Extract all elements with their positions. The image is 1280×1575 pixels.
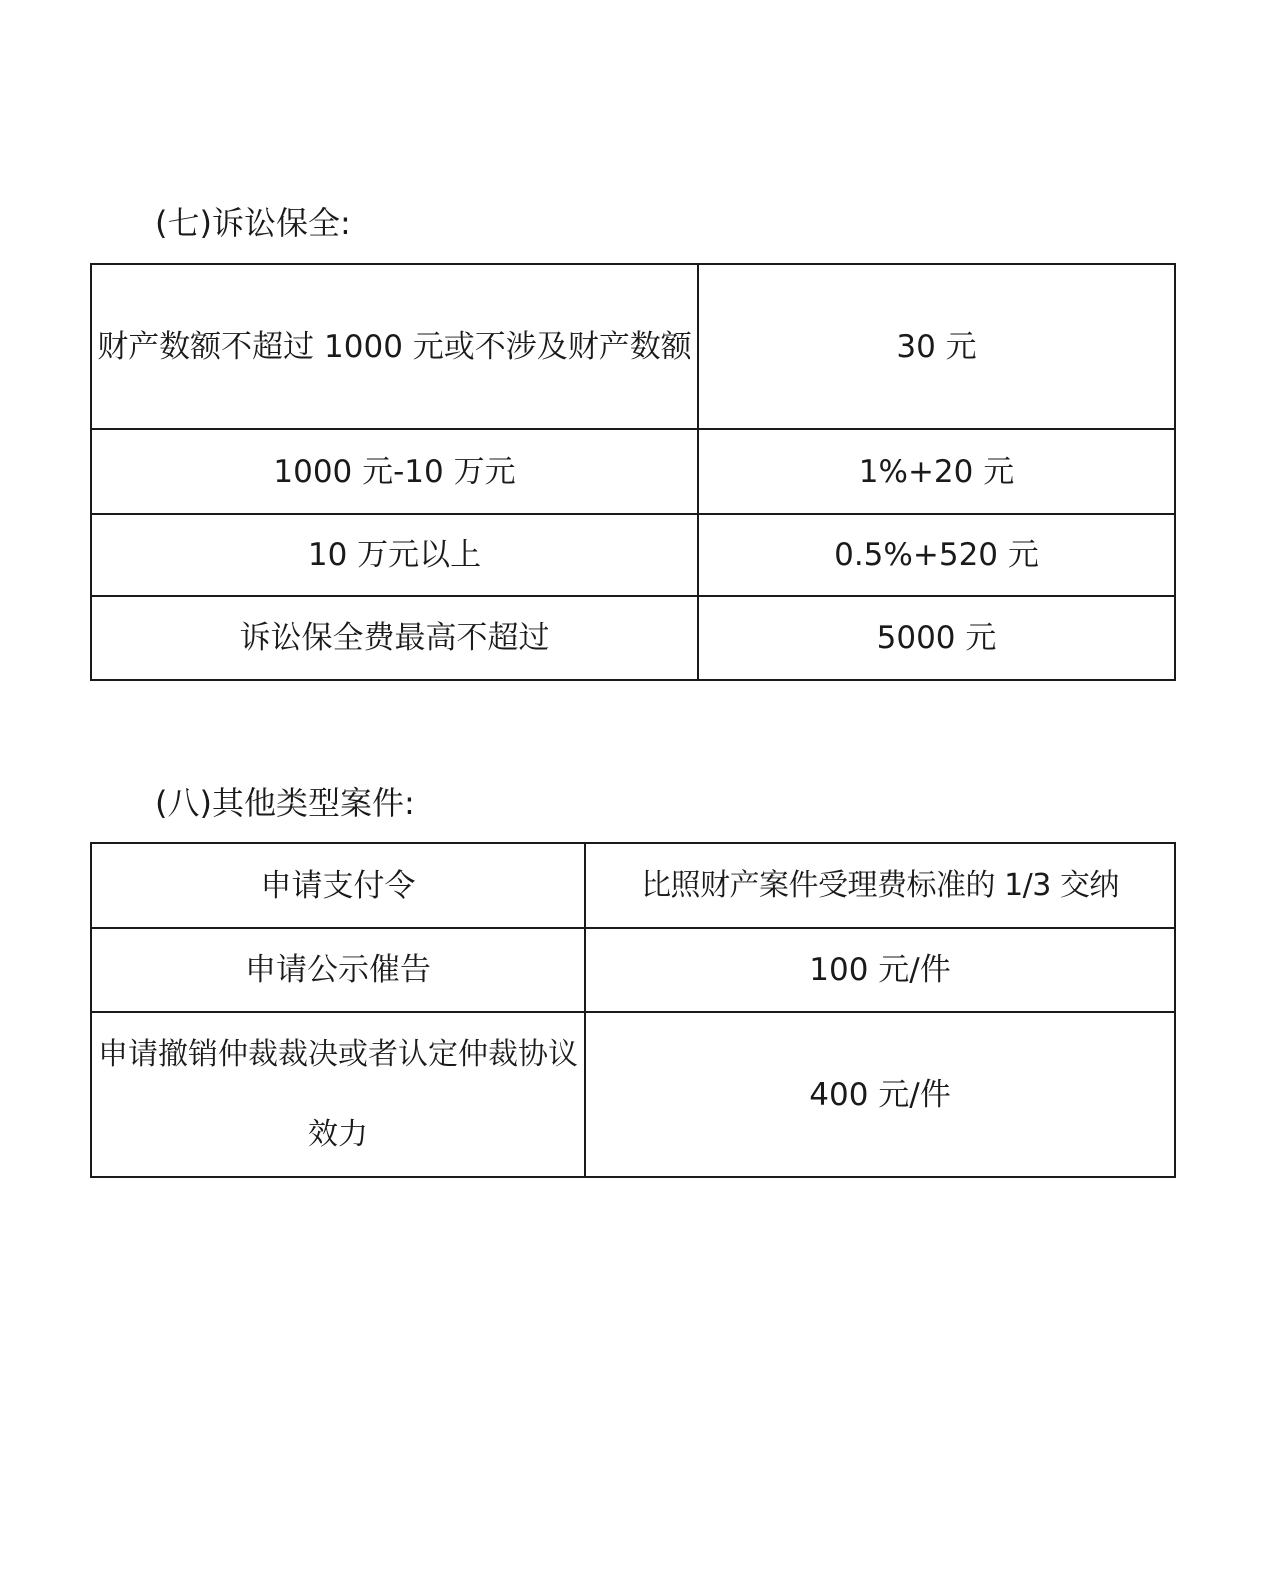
table-cell-fee: 比照财产案件受理费标准的 1/3 交纳 (585, 843, 1175, 928)
table-cell-condition: 1000 元-10 万元 (91, 429, 698, 514)
litigation-preservation-fee-table (90, 263, 1176, 681)
table-row (91, 264, 1175, 429)
section-heading-other-case-types: (八)其他类型案件: (155, 784, 415, 822)
table-cell-fee: 30 元 (698, 264, 1175, 429)
table-cell-condition: 诉讼保全费最高不超过 (91, 596, 698, 680)
table-cell-fee: 0.5%+520 元 (698, 514, 1175, 596)
table-cell-item: 申请公示催告 (91, 928, 585, 1012)
table-row (91, 928, 1175, 1012)
table-cell-fee: 5000 元 (698, 596, 1175, 680)
table-row (91, 596, 1175, 680)
table-row (91, 514, 1175, 596)
table-cell-condition: 财产数额不超过 1000 元或不涉及财产数额 (91, 264, 698, 429)
table-row (91, 429, 1175, 514)
table-row (91, 1012, 1175, 1177)
table-cell-fee: 1%+20 元 (698, 429, 1175, 514)
other-case-types-fee-table (90, 842, 1176, 1178)
table-cell-condition: 10 万元以上 (91, 514, 698, 596)
table-cell-item: 申请撤销仲裁裁决或者认定仲裁协议效力 (91, 1012, 585, 1177)
table-cell-item: 申请支付令 (91, 843, 585, 928)
table-row (91, 843, 1175, 928)
table-cell-fee: 100 元/件 (585, 928, 1175, 1012)
table-cell-fee: 400 元/件 (585, 1012, 1175, 1177)
section-heading-litigation-preservation: (七)诉讼保全: (155, 204, 351, 242)
